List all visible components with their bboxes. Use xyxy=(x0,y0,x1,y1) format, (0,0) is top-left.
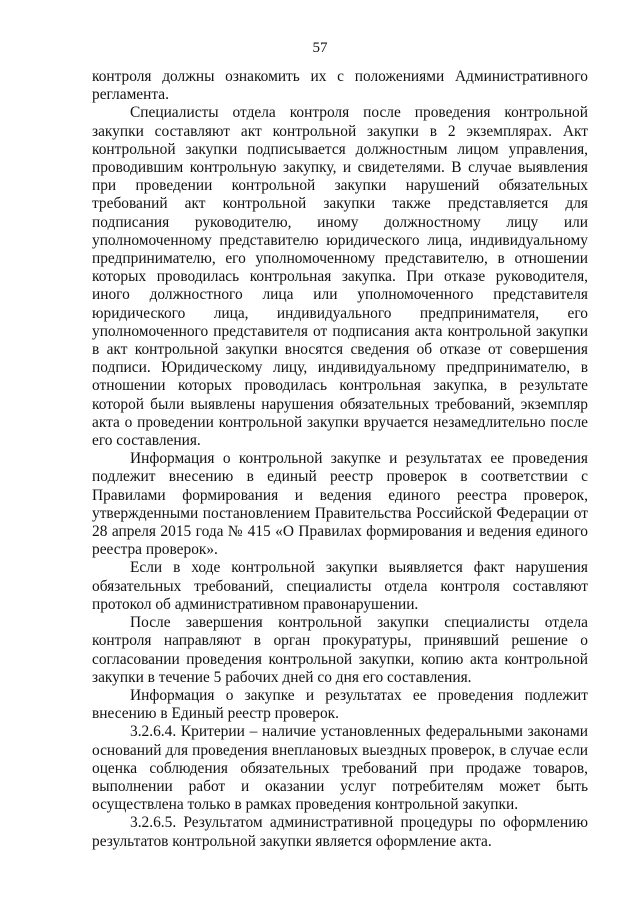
paragraph-control-purchase-act: Специалисты отдела контроля после проведения контрольной закупки составляют акт контрольной закупки в 2 экземплярах. Акт контрольной закупки подписывается должностным лицом управления, проводившим контрольную закупку, и свидетелями. В случае выявления при проведении контрольной закупки нарушений обязательных требований акт контрольной закупки также представляется для подписания руководителю, иному должностному лицу или уполномоченному представителю юридического лица, индивидуальному предпринимателю, его уполномоченному представителю, в отношении которых проводилась контрольная закупка. При отказе руководителя, иного должностного лица или уполномоченного представителя юридического лица, индивидуального предпринимателя, его уполномоченного представителя от подписания акта контрольной закупки в акт контрольной закупки вносятся сведения об отказе от совершения подписи. Юридическому лицу, индивидуальному предпринимателю, в отношении которых проводилась контрольная закупка, в результате которой были выявлены нарушения обязательных требований, экземпляр акта о проведении контрольной закупки вручается незамедлительно после его составления. xyxy=(92,104,588,450)
paragraph-continuation: контроля должны ознакомить их с положениями Административного регламента. xyxy=(92,68,588,104)
document-body xyxy=(92,68,588,851)
paragraph-unified-registry: Информация о закупке и результатах ее проведения подлежит внесению в Единый реестр проверок. xyxy=(92,686,588,723)
paragraph-result-3-2-6-5: 3.2.6.5. Результатом административной процедуры по оформлению результатов контрольной закупки является оформление акта. xyxy=(92,814,588,850)
page-number: 57 xyxy=(312,40,328,56)
paragraph-prosecutor-copy: После завершения контрольной закупки специалисты отдела контроля направляют в орган прокуратуры, принявший решение о согласовании проведения контрольной закупки, копию акта контрольной закупки в течение 5 рабочих дней со дня его составления. xyxy=(92,614,588,686)
paragraph-criteria-3-2-6-4: 3.2.6.4. Критерии – наличие установленных федеральными законами оснований для проведения внеплановых выездных проверок, в случае если оценка соблюдения обязательных требований при продаже товаров, выполнении работ и оказании услуг потребителям может быть осуществлена только в рамках проведения контрольной закупки. xyxy=(92,723,588,814)
paragraph-violation-protocol: Если в ходе контрольной закупки выявляется факт нарушения обязательных требований, специалисты отдела контроля составляют протокол об административном правонарушении. xyxy=(92,559,588,613)
paragraph-registry-information: Информация о контрольной закупке и результатах ее проведения подлежит внесению в единый реестр проверок в соответствии с Правилами формирования и ведения единого реестра проверок, утвержденными постановлением Правительства Российской Федерации от 28 апреля 2015 года № 415 «О Правилах формирования и ведения единого реестра проверок». xyxy=(92,450,588,559)
